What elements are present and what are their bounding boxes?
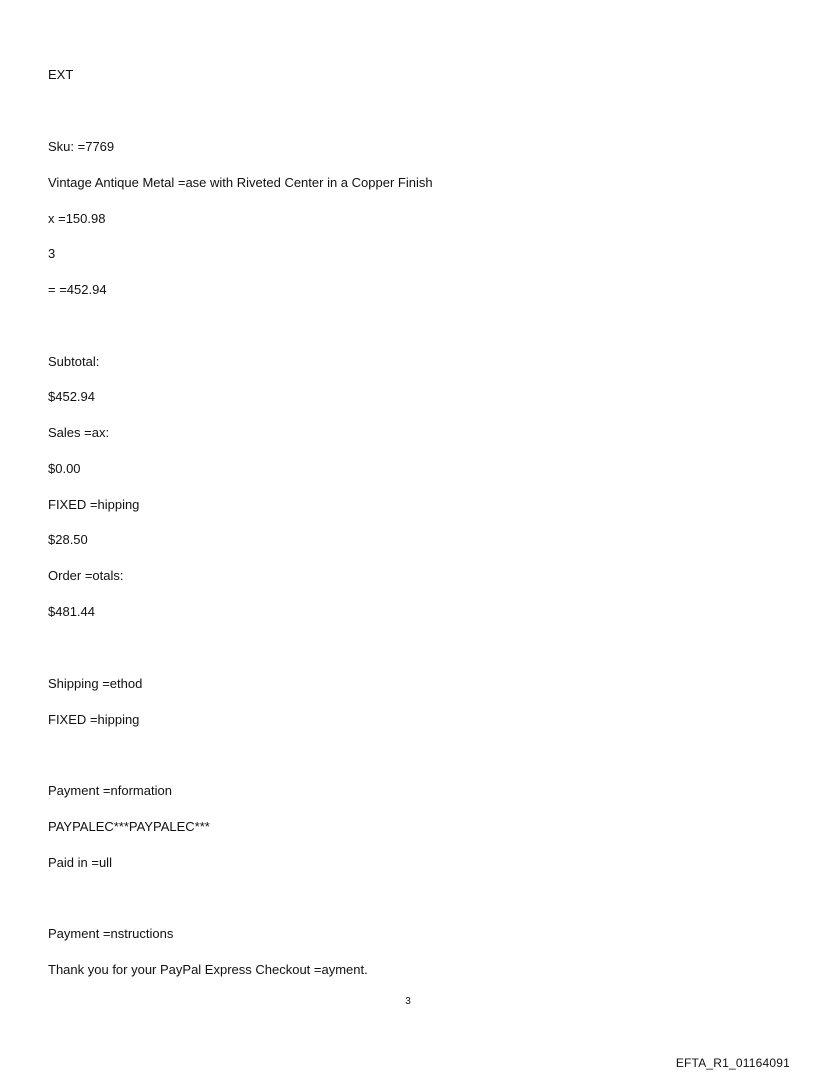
order-total-value: $481.44: [48, 604, 95, 619]
payment-status: Paid in =ull: [48, 855, 112, 870]
shipping-method-value: FIXED =hipping: [48, 712, 140, 727]
payment-information-heading: Payment =nformation: [48, 783, 172, 798]
payment-instructions-heading: Payment =nstructions: [48, 926, 174, 941]
item-line-total: = =452.94: [48, 282, 107, 297]
subtotal-label: Subtotal:: [48, 354, 100, 369]
item-price: x =150.98: [48, 211, 106, 226]
shipping-label: FIXED =hipping: [48, 497, 140, 512]
subtotal-value: $452.94: [48, 389, 95, 404]
item-sku: Sku: =7769: [48, 139, 115, 154]
item-quantity: 3: [48, 246, 56, 261]
document-id: EFTA_R1_01164091: [675, 1056, 790, 1070]
payment-method: PAYPALEC***PAYPALEC***: [48, 819, 210, 834]
order-total-label: Order =otals:: [48, 568, 124, 583]
payment-instructions-text: Thank you for your PayPal Express Checkout =ayment.: [48, 962, 368, 977]
shipping-method-heading: Shipping =ethod: [48, 676, 143, 691]
sales-tax-label: Sales =ax:: [48, 425, 110, 440]
header-text: EXT: [48, 67, 74, 82]
sales-tax-value: $0.00: [48, 461, 81, 476]
page-number: 3: [405, 996, 411, 1007]
item-description: Vintage Antique Metal =ase with Riveted Center in a Copper Finish: [48, 175, 433, 190]
shipping-value: $28.50: [48, 532, 88, 547]
